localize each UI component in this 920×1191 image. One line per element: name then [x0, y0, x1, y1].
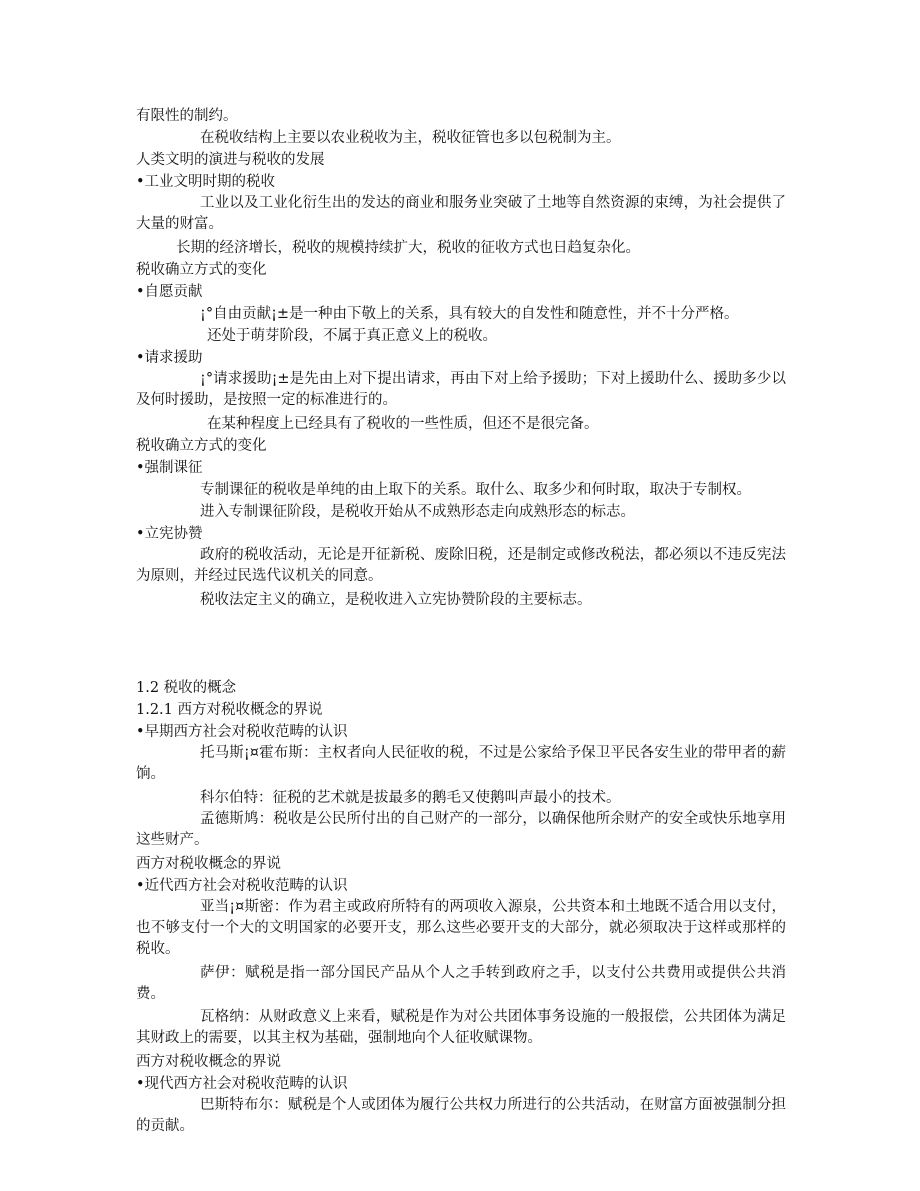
paragraph: 亚当¡¤斯密：作为君主或政府所特有的两项收入源泉，公共资本和土地既不适合用以支付，也不够支付一个大的文明国家的必要开支，那么这些必要开支的大部分，就必须取决于这样或那样的税收。: [136, 899, 786, 957]
paragraph: 工业以及工业化衍生出的发达的商业和服务业突破了土地等自然资源的束缚，为社会提供了大量的财富。: [136, 195, 786, 232]
bullet-heading: •现代西方社会对税收范畴的认识: [136, 1076, 348, 1092]
paragraph: 托马斯¡¤霍布斯：主权者向人民征收的税，不过是公家给予保卫平民各安生业的带甲者的薪饷。: [136, 745, 786, 782]
text-line: 还处于萌芽阶段，不属于真正意义上的税收。: [207, 328, 497, 344]
paragraph: 萨伊：赋税是指一部分国民产品从个人之手转到政府之手，以支付公共费用或提供公共消费。: [136, 965, 786, 1002]
text-line: 在税收结构上主要以农业税收为主，税收征管也多以包税制为主。: [200, 130, 621, 146]
text-line: 有限性的制约。: [136, 108, 238, 124]
section-heading: 西方对税收概念的界说: [136, 856, 281, 872]
paragraph: 瓦格纳：从财政意义上来看，赋税是作为对公共团体事务设施的一般报偿，公共团体为满足其财政上的需要，以其主权为基础，强制地向个人征收赋课物。: [136, 1009, 786, 1046]
text-line: 专制课征的税收是单纯的由上取下的关系。取什么、取多少和何时取，取决于专制权。: [200, 482, 751, 498]
subsection-heading: 1.2.1 西方对税收概念的界说: [136, 702, 323, 718]
section-heading: 税收确立方式的变化: [136, 262, 267, 278]
bullet-heading: •立宪协赞: [136, 526, 203, 542]
paragraph: ¡°请求援助¡±是先由上对下提出请求，再由下对上给予援助；下对上援助什么、援助多少以及何时援助，是按照一定的标准进行的。: [136, 371, 786, 408]
bullet-heading: •近代西方社会对税收范畴的认识: [136, 878, 348, 894]
text-line: 进入专制课征阶段，是税收开始从不成熟形态走向成熟形态的标志。: [200, 504, 635, 520]
section-number-heading: 1.2 税收的概念: [136, 680, 237, 696]
paragraph: 政府的税收活动，无论是开征新税、废除旧税，还是制定或修改税法，都必须以不违反宪法为原则，并经过民选代议机关的同意。: [136, 547, 786, 584]
bullet-heading: •自愿贡献: [136, 284, 203, 300]
paragraph: 巴斯特布尔：赋税是个人或团体为履行公共权力所进行的公共活动，在财富方面被强制分担的贡献。: [136, 1097, 786, 1134]
paragraph: 孟德斯鸠：税收是公民所付出的自己财产的一部分，以确保他所余财产的安全或快乐地享用这些财产。: [136, 811, 786, 848]
bullet-heading: •早期西方社会对税收范畴的认识: [136, 724, 348, 740]
bullet-heading: •强制课征: [136, 460, 203, 476]
text-line: 长期的经济增长，税收的规模持续扩大，税收的征收方式也日趋复杂化。: [176, 240, 640, 256]
bullet-heading: •工业文明时期的税收: [136, 174, 276, 190]
text-line: ¡°自由贡献¡±是一种由下敬上的关系，具有较大的自发性和随意性，并不十分严格。: [200, 306, 739, 322]
text-line: 在某种程度上已经具有了税收的一些性质，但还不是很完备。: [207, 416, 599, 432]
text-line: 税收法定主义的确立，是税收进入立宪协赞阶段的主要标志。: [200, 592, 592, 608]
section-heading: 人类文明的演进与税收的发展: [136, 152, 325, 168]
text-line: 科尔伯特：征税的艺术就是拔最多的鹅毛又使鹅叫声最小的技术。: [200, 790, 621, 806]
section-heading: 税收确立方式的变化: [136, 438, 267, 454]
section-heading: 西方对税收概念的界说: [136, 1054, 281, 1070]
bullet-heading: •请求援助: [136, 350, 203, 366]
